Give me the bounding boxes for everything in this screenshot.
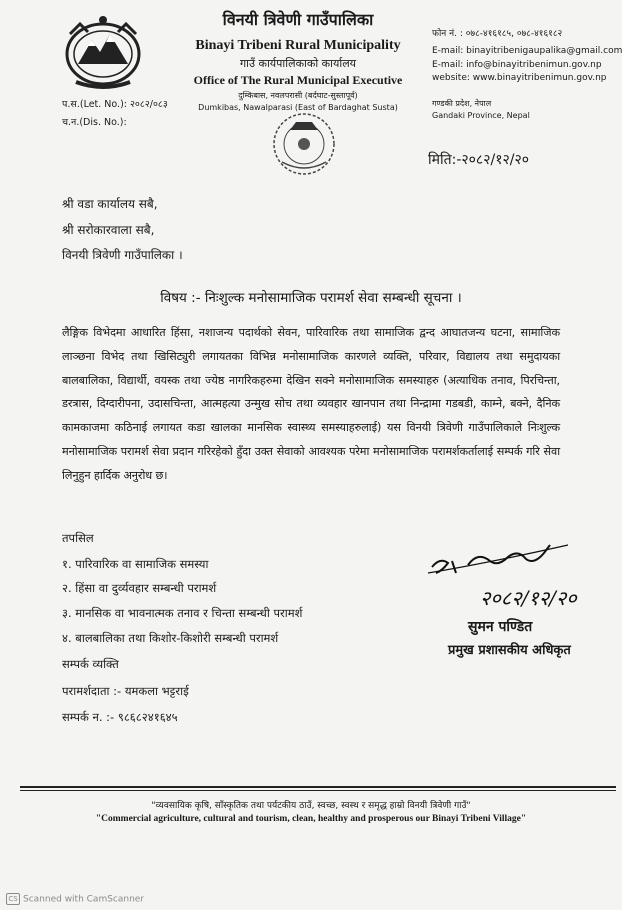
province-english: Gandaki Province, Nepal [432,111,530,120]
contact-number: सम्पर्क न. :- ९८६८२४१६४५ [62,710,178,724]
list-item: ४. बालबालिका तथा किशोर-किशोरी सम्बन्धी परामर्श [62,631,279,645]
camscanner-icon: CS [6,893,20,905]
address-nepali: दुम्किबास, नवलपरासी (बर्दघाट-सुस्तापूर्व) [238,91,358,100]
office-title-english: Binayi Tribeni Rural Municipality [195,38,401,53]
letter-date: मिति:-२०८२/१२/२० [428,152,530,168]
nepal-emblem-icon [58,12,148,92]
scanner-watermark [6,893,144,905]
recipient: श्री सरोकारवाला सबै, [62,223,155,237]
letter-subject: विषय :- निःशुल्क मनोसामाजिक परामर्श सेवा सम्बन्धी सूचना । [160,290,462,306]
office-title-nepali: विनयी त्रिवेणी गाउँपालिका [222,10,374,29]
email-primary: E-mail: binayitribenigaupalika@gmail.com [432,46,622,56]
list-item: ३. मानसिक वा भावनात्मक तनाव र चिन्ता सम्बन्धी परामर्श [62,606,303,620]
address-english: Dumkibas, Nawalparasi (East of Bardaghat Susta) [198,103,398,112]
footer-divider [20,786,616,788]
province-nepali: गण्डकी प्रदेश, नेपाल [432,99,492,108]
handwritten-date: २०८२/१२/२० [480,586,577,610]
recipient: श्री वडा कार्यालय सबै, [62,197,158,211]
office-subtitle-english: Office of The Rural Municipal Executive [193,73,403,87]
signatory-title: प्रमुख प्रशासकीय अधिकृत [448,643,571,658]
handwritten-signature-icon [418,535,598,610]
office-stamp-icon [262,112,346,182]
list-title: तपसिल [62,531,94,545]
office-subtitle-nepali: गाउँ कार्यपालिकाको कार्यालय [239,57,357,70]
contact-label: सम्पर्क व्यक्ति [62,657,119,671]
website-address: website: www.binayitribenimun.gov.np [432,73,607,83]
letter-body: लैङ्गिक विभेदमा आधारित हिंसा, नशाजन्य पदार्थको सेवन, पारिवारिक तथा सामाजिक द्वन्द आघातजन्य घटना, सामाजिक लाञ्छना विभेद तथा खिसिट्युरी लगायतका विभिन्न मनोसामाजिक कारणले व्यक्ति, परिवार, विद्यालय तथा समुदायका बालबालिका, विद्यार्थी, वयस्क तथा ज्येष्ठ नागरिकहरुमा देखिन सक्ने मनोसामाजिक समस्याहरु (अत्याधिक तनाव, पिरचिन्ता, डरत्रास, दिग्दारीपना, उदासचिन्ता, आत्महत्या उन्मुख सोच तथा व्यवहार खानपान तथा निन्द्रामा गडबडी, काम्ने, बक्ने, दैनिक कामकाजमा कठिनाई लगायत कडा खालका मानसिक स्वास्थ्य समस्याहरुलाई) यस विनयी त्रिवेणी गाउँपालिकाले निःशुल्क मनोसामाजिक परामर्श सेवा प्रदान गरिरहेको हुँदा उक्त सेवाको आवश्यक परेमा मनोसामाजिक परामर्शकर्तालाई सम्पर्क गरि सेवा लिनुहुन हार्दिक अनुरोध छ। [62,326,560,482]
signatory-name: सुमन पण्डित [468,619,533,635]
email-secondary: E-mail: info@binayitribenimun.gov.np [432,60,602,70]
recipient: विनयी त्रिवेणी गाउँपालिका । [62,248,183,262]
footer-slogan-english: "Commercial agriculture, cultural and tourism, clean, healthy and prosperous our Binayi Tribeni Village" [95,814,527,824]
letter-number: प.स.(Let. No.): २०८२/०८३ [62,99,168,110]
list-item: १. पारिवारिक वा सामाजिक समस्या [62,557,209,571]
footer-slogan-nepali: "व्यवसायिक कृषि, साँस्कृतिक तथा पर्यटकीय ठाउँ, स्वच्छ, स्वस्थ र समृद्ध हाम्रो विनयी त्रिवेणी गाउँ" [151,801,471,811]
dispatch-number: च.न.(Dis. No.): [62,117,127,128]
counselor-name: परामर्शदाता :- यमकला भट्टराई [62,684,189,698]
scanner-label: Scanned with CamScanner [23,894,145,905]
footer-divider [20,790,616,791]
list-item: २. हिंसा वा दुर्व्यवहार सम्बन्धी परामर्श [62,581,217,595]
phone-number: फोन नं. : ०७८-४१६१८५, ०७८-४१६१८२ [432,29,563,39]
